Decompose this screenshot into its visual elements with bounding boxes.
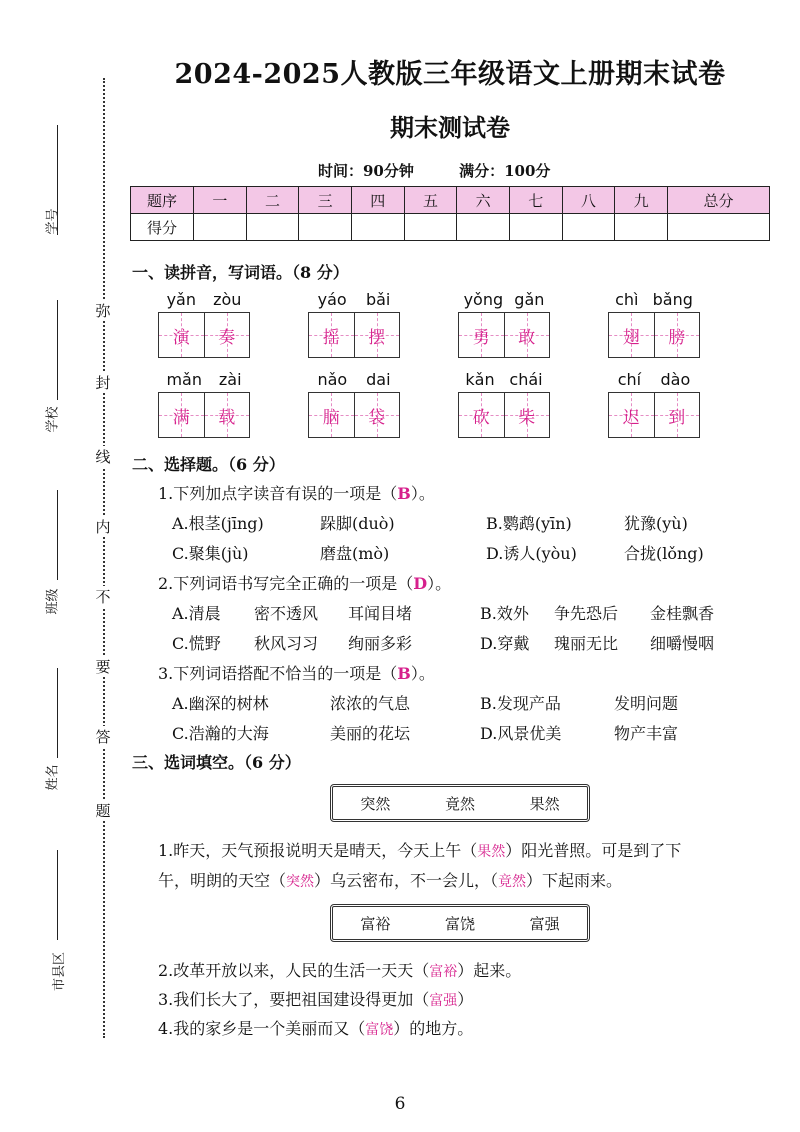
option: A.幽深的树林: [172, 694, 269, 713]
question-stem: [158, 481, 435, 504]
pinyin: yǎn: [166, 290, 196, 309]
pinyin: yáo: [317, 290, 347, 309]
option: C.慌野: [172, 634, 221, 653]
sentence-text: ）的地方。: [393, 1019, 474, 1038]
option: D.穿戴: [480, 634, 530, 653]
score-input-cell[interactable]: [351, 214, 404, 241]
stem-text: 3.下列词语搭配不恰当的一项是（: [158, 664, 398, 683]
score-table-score-row: [131, 214, 770, 241]
answer-choice[interactable]: B: [397, 484, 411, 503]
pinyin: dai: [366, 370, 391, 389]
pinyin-word: [458, 370, 550, 438]
bank-word: 富裕: [360, 914, 391, 933]
margin-line: [57, 300, 58, 400]
pinyin-word: [158, 290, 250, 358]
pinyin: bǎng: [652, 290, 693, 309]
sentence-text: ）乌云密布，不一会儿，（: [314, 871, 499, 890]
option: 发明问题: [614, 694, 679, 713]
option: A.根茎(jīng): [172, 514, 264, 533]
answer-char: 满: [172, 407, 190, 428]
answer-char: 摇: [322, 327, 340, 348]
score-table-cell: 题序: [131, 187, 194, 214]
seal-char: 线: [92, 446, 114, 467]
pinyin: zài: [218, 370, 242, 389]
score-input-cell[interactable]: [299, 214, 352, 241]
pinyin: kǎn: [465, 370, 495, 389]
word-bank: [330, 904, 590, 942]
option: B.发现产品: [480, 694, 561, 713]
score-table: [130, 186, 770, 241]
tian-box[interactable]: [159, 393, 204, 437]
pinyin: dào: [660, 370, 691, 389]
bank-word: 竟然: [444, 794, 475, 813]
fill-answer[interactable]: 富强: [429, 993, 458, 1009]
option: D.风景优美: [480, 724, 562, 743]
sentence-text: ）阳光普照。可是到了下: [505, 841, 682, 860]
page-number: 6: [394, 1094, 406, 1114]
fill-answer[interactable]: 竟然: [498, 874, 527, 890]
score-table-cell: 九: [615, 187, 668, 214]
fill-sentence: [158, 958, 521, 981]
score-table-cell: 二: [246, 187, 299, 214]
seal-dotted-line: [103, 78, 105, 1038]
score-table-cell: 五: [404, 187, 457, 214]
option: 争先恐后: [554, 604, 619, 623]
sentence-text: 午，明朗的天空（: [158, 871, 287, 890]
tian-box[interactable]: [309, 313, 354, 357]
answer-char: 膀: [668, 327, 686, 348]
exam-full-score: 满分：100分: [459, 162, 551, 180]
sentence-text: 4.我的家乡是一个美丽而又（: [158, 1019, 366, 1038]
margin-label-district: 市县区: [52, 951, 68, 992]
section2-heading: 二、选择题。（6 分）: [132, 455, 285, 474]
tian-box[interactable]: [204, 313, 250, 357]
margin-line: [57, 490, 58, 580]
bank-word: 果然: [529, 794, 560, 813]
answer-char: 砍: [472, 407, 490, 428]
stem-text: ）。: [410, 484, 435, 503]
answer-char: 柴: [518, 407, 536, 428]
option: 犹豫(yù): [624, 514, 688, 533]
option: 合拢(lǒng): [624, 544, 704, 563]
pinyin: yǒng: [463, 290, 504, 309]
tian-box[interactable]: [654, 313, 700, 357]
margin-line: [57, 668, 58, 758]
option: 磨盘(mò): [320, 544, 390, 563]
option: 瑰丽无比: [554, 634, 619, 653]
seal-char: 封: [92, 372, 114, 393]
score-input-cell[interactable]: [667, 214, 769, 241]
fill-sentence: [158, 987, 473, 1010]
pinyin-word: [608, 370, 700, 438]
pinyin-word: [308, 290, 400, 358]
option: 美丽的花坛: [330, 724, 411, 743]
sentence-text: ）起来。: [457, 961, 522, 980]
answer-char: 勇: [472, 327, 490, 348]
seal-char: 要: [92, 656, 114, 677]
option: A.清晨: [172, 604, 221, 623]
pinyin: nǎo: [317, 370, 348, 389]
option: 金桂飘香: [650, 604, 715, 623]
exam-info: [318, 160, 590, 181]
tian-box[interactable]: [654, 393, 700, 437]
score-input-cell[interactable]: [562, 214, 615, 241]
pinyin: zòu: [213, 290, 242, 309]
option: 秋风习习: [254, 634, 319, 653]
option: 浓浓的气息: [330, 694, 411, 713]
score-input-cell[interactable]: [615, 214, 668, 241]
answer-char: 翅: [622, 327, 640, 348]
fill-answer[interactable]: 突然: [286, 874, 315, 890]
score-table-cell: 六: [457, 187, 510, 214]
option: 耳闻目堵: [348, 604, 413, 623]
answer-char: 演: [172, 327, 190, 348]
section1-heading: 一、读拼音，写词语。（8 分）: [132, 263, 349, 282]
answer-char: 迟: [622, 407, 640, 428]
answer-choice[interactable]: D: [413, 574, 428, 593]
margin-label-name: 姓名: [45, 764, 61, 791]
score-table-cell: 七: [509, 187, 562, 214]
fill-answer[interactable]: 果然: [477, 844, 506, 860]
stem-text: ）。: [410, 664, 435, 683]
answer-char: 袋: [368, 407, 386, 428]
margin-label-class: 班级: [45, 588, 61, 615]
tian-box[interactable]: [609, 393, 654, 437]
tian-box[interactable]: [459, 313, 504, 357]
score-input-cell[interactable]: [194, 214, 247, 241]
seal-char: 题: [92, 800, 114, 821]
pinyin-word: [458, 290, 550, 358]
tian-box[interactable]: [504, 313, 550, 357]
option: 物产丰富: [614, 724, 679, 743]
option: 密不透风: [254, 604, 319, 623]
seal-char: 内: [92, 516, 114, 537]
pinyin-word: [308, 370, 400, 438]
score-table-cell: 八: [562, 187, 615, 214]
score-table-cell: 一: [194, 187, 247, 214]
fill-answer[interactable]: 富饶: [365, 1022, 394, 1038]
option: 细嚼慢咽: [650, 634, 715, 653]
score-table-cell: 总分: [667, 187, 769, 214]
option: C.聚集(jù): [172, 544, 249, 563]
tian-box[interactable]: [459, 393, 504, 437]
option: B.鹦鹉(yīn): [486, 514, 572, 533]
sentence-text: ）: [457, 990, 474, 1009]
section3-heading: 三、选词填空。（6 分）: [132, 753, 301, 772]
tian-box[interactable]: [354, 313, 400, 357]
margin-line: [57, 850, 58, 940]
option: C.浩瀚的大海: [172, 724, 269, 743]
tian-box[interactable]: [159, 313, 204, 357]
answer-char: 敢: [518, 327, 536, 348]
option: D.诱人(yòu): [486, 544, 577, 563]
question-stem: [158, 661, 435, 684]
bank-word: 突然: [360, 794, 391, 813]
score-table-cell: 三: [299, 187, 352, 214]
option: B.效外: [480, 604, 529, 623]
seal-char: 不: [92, 586, 114, 607]
answer-char: 载: [218, 407, 236, 428]
answer-char: 脑: [322, 407, 340, 428]
pinyin: chì: [615, 290, 639, 309]
page-subtitle: 期末测试卷: [390, 113, 510, 142]
answer-choice[interactable]: B: [397, 664, 411, 683]
tian-box[interactable]: [504, 393, 550, 437]
word-bank: [330, 784, 590, 822]
option: 绚丽多彩: [348, 634, 413, 653]
score-input-cell[interactable]: [246, 214, 299, 241]
bank-word: 富强: [529, 914, 560, 933]
question-stem: [158, 571, 451, 594]
margin-label-school: 学校: [45, 406, 61, 433]
pinyin-word: [608, 290, 700, 358]
score-table-header-row: [131, 187, 770, 214]
sentence-text: 3.我们长大了，要把祖国建设得更加（: [158, 990, 430, 1009]
sentence-text: ）下起雨来。: [526, 871, 623, 890]
tian-box[interactable]: [309, 393, 354, 437]
fill-sentence: [158, 1016, 473, 1039]
stem-text: 1.下列加点字读音有误的一项是（: [158, 484, 398, 503]
pinyin: gǎn: [514, 290, 545, 309]
stem-text: 2.下列词语书写完全正确的一项是（: [158, 574, 414, 593]
pinyin: chí: [617, 370, 642, 389]
page-title: 2024-2025人教版三年级语文上册期末试卷: [174, 59, 726, 90]
option: 跺脚(duò): [320, 514, 395, 533]
seal-char: 答: [92, 726, 114, 747]
answer-char: 奏: [218, 327, 236, 348]
exam-time: 时间：90分钟: [318, 162, 414, 180]
sentence-text: 1.昨天，天气预报说明天是晴天，今天上午（: [158, 841, 478, 860]
tian-box[interactable]: [609, 313, 654, 357]
score-table-cell: 四: [351, 187, 404, 214]
score-input-cell[interactable]: [404, 214, 457, 241]
pinyin: bǎi: [365, 290, 391, 309]
tian-box[interactable]: [204, 393, 250, 437]
fill-sentence: [158, 838, 681, 861]
answer-char: 到: [668, 407, 686, 428]
stem-text: ）。: [427, 574, 452, 593]
pinyin-word: [158, 370, 250, 438]
pinyin: chái: [509, 370, 543, 389]
score-input-cell[interactable]: [509, 214, 562, 241]
score-input-cell[interactable]: [457, 214, 510, 241]
answer-char: 摆: [368, 327, 386, 348]
bank-word: 富饶: [444, 914, 475, 933]
pinyin: mǎn: [166, 370, 202, 389]
tian-box[interactable]: [354, 393, 400, 437]
fill-sentence: [158, 868, 622, 891]
sentence-text: 2.改革开放以来，人民的生活一天天（: [158, 961, 430, 980]
fill-answer[interactable]: 富裕: [429, 964, 458, 980]
score-row-label: 得分: [131, 214, 194, 241]
seal-char: 弥: [92, 300, 114, 321]
margin-label-student-id: 学号: [45, 208, 61, 235]
